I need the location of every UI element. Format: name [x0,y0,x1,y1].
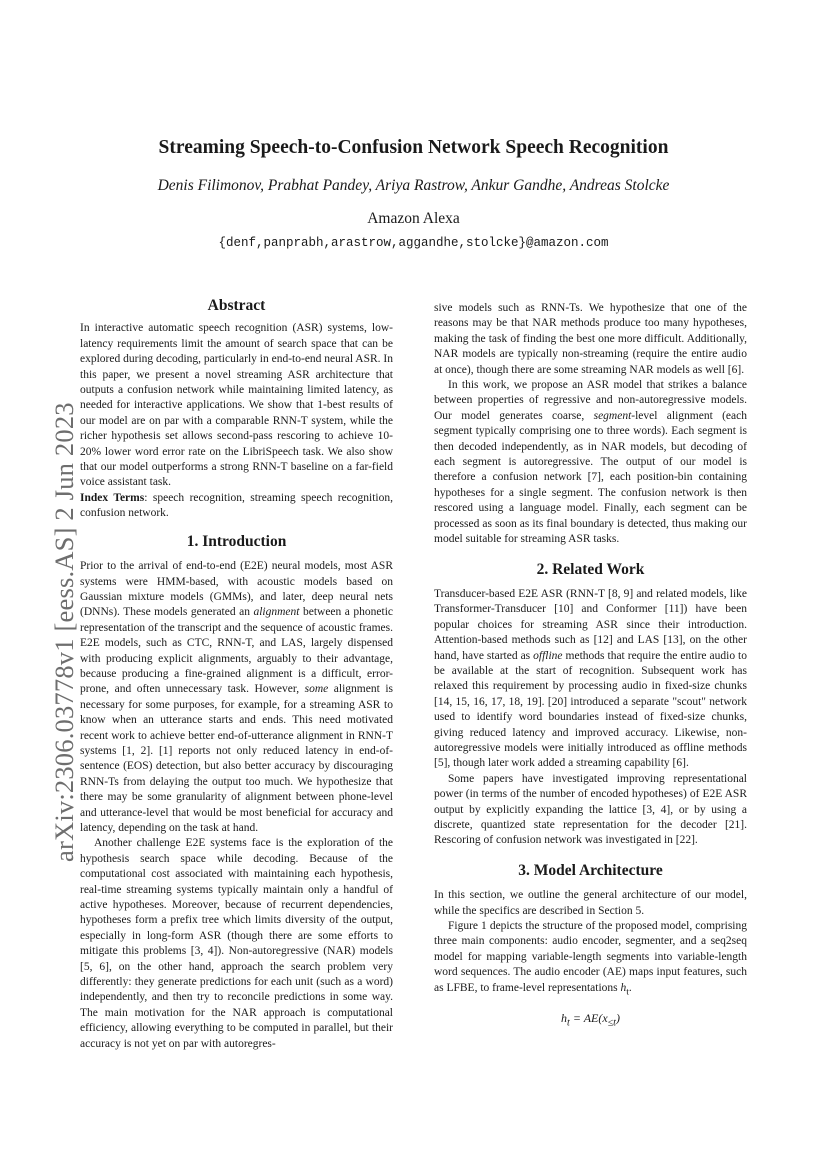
text-run: Transducer-based E2E ASR (RNN-T [8, 9] and related models, like Transformer-Transducer [10] and Conformer [11]) have been popular choices for streaming ASR since their introduction. Attention-based methods such as [12] and LAS [13], on the other hand, have started as [434,587,747,662]
intro-paragraph-2: Another challenge E2E systems face is the exploration of the hypothesis search space while decoding. Because of the computational cost associated with maintaining each hypothesis, real-time streaming systems typically maintain only a handful of active hypotheses. Moreover, because of recurrent dependencies, hypotheses form a prefix tree which limits diversity of the output, especially in long-form ASR (though there are some efforts to mitigate this problems [3, 4]). Non-autoregressive (NAR) models [5, 6], on the other hand, approach the search problem very differently: they generate predictions for each unit (such as a word) independently, and then try to reconcile predictions in some way. The main motivation for the NAR approach is computational efficiency, allowing everything to be computed in parallel, but their accuracy is not yet on par with autoregres- [80,837,393,1050]
intro-paragraph-4 [434,378,747,547]
intro-heading: 1. Introduction [186,532,287,550]
text-run: methods that require the entire audio to be available at the start of recognition. Subsequent work has relaxed this requirement by processing audio in fixed-size chunks [14, 15, 16, 17, 18, 19]. [20] introduced a separate "scout" network used to identify word boundaries instead of fixed-size chunks, giving reduced latency and improved accuracy. Likewise, non-autoregressive models were initially introduced as offline methods [5], though later work added a streaming capability [6]. [434,649,748,770]
paper-title: Streaming Speech-to-Confusion Network Speech Recognition [158,137,669,158]
text-run: alignment is necessary for some purposes, for example, for a streaming ASR to know when an utterance starts and ends. This need motivated recent work to achieve better end-of-utterance alignment in RNN-T systems [1, 2]. [1] reports not only reduced latency in end-of-sentence (EOS) detection, but also better accuracy by discouraging RNN-Ts from delaying the output too much. We hypothesize that there may be some granularity of alignment between phone-level and utterance-level that would be most beneficial for accuracy and latency, depending on the task at hand. [80,683,393,834]
model-paragraph-2 [434,919,747,999]
authors: Denis Filimonov, Prabhat Pandey, Ariya Rastrow, Ankur Gandhe, Andreas Stolcke [157,177,670,194]
intro-paragraph-3: sive models such as RNN-Ts. We hypothesize that one of the reasons may be that NAR methods produce too many hypotheses, making the task of finding the best one more difficult. Additionally, NAR models are typically non-streaming (require the entire audio at once), though there are some streaming NAR models as well [6]. [434,302,747,376]
math-var: h [620,981,627,994]
abstract-heading: Abstract [207,297,266,314]
emphasis: offline [533,649,563,662]
math-subscript: ≤t [607,1017,616,1029]
related-paragraph-2: Some papers have investigated improving representational power (in terms of the number of encoded hypotheses) of E2E ASR output by explicitly expanding the lattice [3, 4], or by using a discrete, quantized state representation for the decoder [21]. Rescoring of confusion network was investigated in [22]. [434,772,747,847]
index-terms-text: : speech recognition, streaming speech recognition, confusion network. [80,491,393,520]
intro-paragraph-1 [80,559,393,836]
emphasis: some [304,683,329,696]
arxiv-id: arXiv:2306.03778v1 [eess.AS] 2 Jun 2023 [49,402,79,862]
text-run: Figure 1 depicts the structure of the proposed model, comprising three main components: audio encoder, segmenter, and a seq2seq model for mapping variable-length segments into variable-length word sequences. The audio encoder (AE) maps input features, such as LFBE, to frame-level representations [434,920,747,994]
text-run: In this work, we propose an ASR model that strikes a balance between properties of regressive and non-autoregressive models. Our model generates coarse, [434,379,747,422]
math-expression: ) [615,1011,620,1026]
right-column [434,301,747,1031]
math-subscript: t [567,1017,570,1029]
model-paragraph-1: In this section, we outline the general architecture of our model, while the specifics are described in Section 5. [434,889,747,917]
emphasis: alignment [253,606,300,619]
text-run: -level alignment (each segment typically comprising one to three words). Each segment is then decoded independently, as in NAR models, but decoding of each segment is autoregressive. The output of our model is therefore a confusion network [7], each position-bin containing hypotheses for a single segment. The confusion network is then rescored using a language model. Finally, each segment can be processed as soon as its final boundary is detected, thus making our model suitable for streaming ASR tasks. [434,409,747,546]
index-terms-label: Index Terms [80,491,145,504]
math-subscript: t [626,985,629,997]
index-terms [80,491,393,522]
emphasis: segment [593,409,632,422]
text-run: . [628,981,632,994]
related-work-heading: 2. Related Work [536,560,645,578]
model-architecture-heading: 3. Model Architecture [518,861,663,879]
affiliation: Amazon Alexa [367,210,460,227]
text-run: Prior to the arrival of end-to-end (E2E) neural models, most ASR systems were HMM-based, with acoustic models based on Gaussian mixture models (GMMs), and later, deep neural nets (DNNs). These models generated an [80,560,393,619]
math-var: h [561,1011,568,1026]
math-expression: = AE(x [569,1011,608,1026]
author-emails: {denf,panprabh,arastrow,aggandhe,stolcke}@amazon.com [218,236,609,250]
abstract-text: In interactive automatic speech recognition (ASR) systems, low-latency requirements limit the amount of search space that can be explored during decoding, particularly in end-to-end neural ASR. In this paper, we present a novel streaming ASR architecture that outputs a confusion network while maintaining limited latency, as needed for interactive applications. We show that 1-best results of our model are on par with a comparable RNN-T system, while the richer hypothesis set allows second-pass rescoring to achieve 10-20% lower word error rate on the LibriSpeech task. We also show that our model outperforms a strong RNN-T baseline on a far-field voice assistant task. [80,322,393,489]
left-column [80,298,393,1052]
equation-audio-encoder [434,1011,747,1031]
arxiv-stamp [0,0,79,1169]
text-run: between a phonetic representation of the transcript and the sequence of acoustic frames. E2E models, such as CTC, RNN-T, and LAS, largely dispensed with producing explicit alignments, arguably to their advantage, because producing a fine-grained alignment is a difficult, error-prone, and often unnecessary task. However, [80,606,393,696]
related-paragraph-1 [434,587,747,772]
